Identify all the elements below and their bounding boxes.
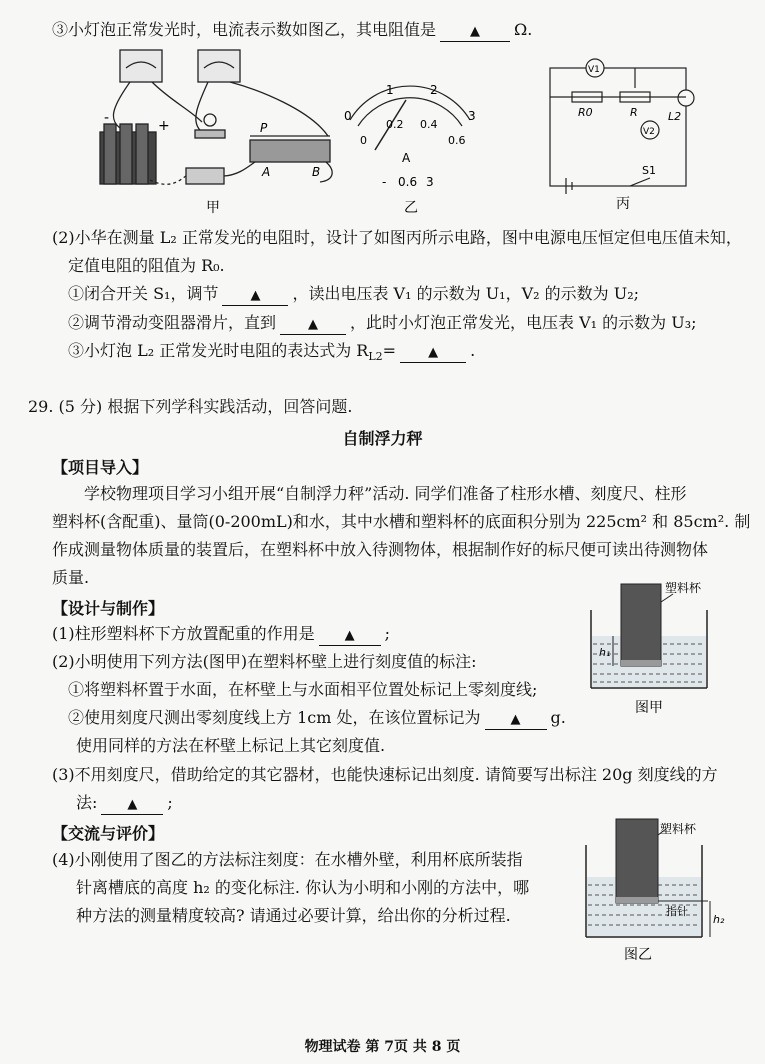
section-intro: 【项目导入】 bbox=[52, 458, 149, 477]
fig-bing-label: 丙 bbox=[616, 196, 630, 212]
dial-term-neg: - bbox=[382, 175, 387, 189]
q29-q2-step3: 使用同样的方法在杯壁上标记上其它刻度值. bbox=[76, 736, 386, 755]
part2-step1: ①闭合开关 S₁，调节 ▲ ，读出电压表 V₁ 的示数为 U₁，V₂ 的示数为 U₂; bbox=[68, 284, 639, 306]
dial-top-2: 2 bbox=[430, 83, 438, 97]
q29-q2-step2: ②使用刻度尺测出零刻度线上方 1cm 处，在该位置标记为 ▲ g. bbox=[68, 708, 566, 730]
fig-yi-cup-label: 塑料杯 bbox=[660, 822, 697, 836]
answer-blank[interactable]: ▲ bbox=[319, 625, 381, 646]
q29-q2-intro: (2)小明使用下列方法(图甲)在塑料杯壁上进行刻度值的标注: bbox=[52, 652, 477, 671]
dial-term-3: 3 bbox=[426, 175, 434, 189]
bing-R: R bbox=[630, 106, 638, 119]
q29-q1: (1)柱形塑料杯下方放置配重的作用是 ▲ ; bbox=[52, 624, 390, 646]
figure-bing bbox=[550, 59, 694, 194]
circuit-figures bbox=[90, 40, 710, 220]
answer-blank[interactable]: ▲ bbox=[222, 285, 288, 306]
figure-cup-yi bbox=[580, 815, 730, 965]
fig-yi-label: 乙 bbox=[404, 200, 418, 216]
bing-V1: V1 bbox=[588, 65, 600, 75]
rheostat-A: A bbox=[262, 165, 271, 179]
dial-top-3: 3 bbox=[468, 109, 476, 123]
bing-R0: R0 bbox=[578, 106, 593, 119]
q29-q4-2: 针离槽底的高度 h₂ 的变化标注. 你认为小明和小刚的方法中，哪 bbox=[76, 878, 530, 897]
q29-title: 自制浮力秤 bbox=[342, 429, 423, 448]
part2-step3: ③小灯泡 L₂ 正常发光时电阻的表达式为 $R_{L2}=$ ▲ . bbox=[68, 341, 476, 364]
para-1: 学校物理项目学习小组开展“自制浮力秤”活动. 同学们准备了柱形水槽、刻度尺、柱形 bbox=[84, 484, 687, 503]
section-design: 【设计与制作】 bbox=[52, 599, 165, 618]
fig-jia-label: 甲 bbox=[206, 200, 220, 216]
answer-blank[interactable]: ▲ bbox=[101, 794, 163, 815]
q29-header: 29. (5 分) 根据下列学科实践活动，回答问题. bbox=[28, 397, 353, 416]
page-footer: 物理试卷 第 7页 共 8 页 bbox=[304, 1039, 461, 1055]
q29-q3-b: 法: ▲ ; bbox=[76, 793, 173, 815]
rheostat-P: P bbox=[260, 121, 268, 135]
section-evaluation: 【交流与评价】 bbox=[52, 824, 165, 843]
rheostat-B: B bbox=[312, 165, 321, 179]
para-4: 质量. bbox=[52, 568, 90, 587]
dial-top-0: 0 bbox=[344, 109, 352, 123]
dial-bot-2: 0.4 bbox=[420, 118, 438, 131]
q29-q4-3: 种方法的测量精度较高? 请通过必要计算，给出你的分析过程. bbox=[76, 906, 511, 925]
fig-yi-pointer-label: 指针 bbox=[666, 905, 688, 918]
fig-yi-caption: 图乙 bbox=[624, 947, 652, 963]
para-3: 作成测量物体质量的装置后，在塑料杯中放入待测物体，根据制作好的标尺便可读出待测物体 bbox=[52, 540, 709, 559]
figure-jia bbox=[100, 50, 332, 184]
battery-plus: + bbox=[158, 118, 170, 134]
answer-blank[interactable]: ▲ bbox=[400, 342, 466, 363]
answer-blank[interactable]: ▲ bbox=[440, 21, 510, 42]
part2-intro-1: (2)小华在测量 L₂ 正常发光的电阻时，设计了如图丙所示电路，图中电源电压恒定但电压值未知， bbox=[52, 228, 742, 247]
bing-V2: V2 bbox=[643, 127, 655, 137]
fig-jia-h1: h₁ bbox=[599, 646, 611, 659]
fig-yi-h2: h₂ bbox=[713, 913, 725, 926]
para-2: 塑料杯(含配重)、量筒(0-200mL)和水，其中水槽和塑料杯的底面积分别为 225cm² 和 85cm². 制 bbox=[52, 512, 751, 531]
part2-intro-2: 定值电阻的阻值为 R₀. bbox=[68, 256, 225, 275]
dial-bot-0: 0 bbox=[360, 134, 367, 147]
q29-q4-1: (4)小刚使用了图乙的方法标注刻度：在水槽外壁，利用杯底所装指 bbox=[52, 850, 523, 869]
dial-top-1: 1 bbox=[386, 83, 394, 97]
part2-step2: ②调节滑动变阻器滑片，直到 ▲ ，此时小灯泡正常发光，电压表 V₁ 的示数为 U₃; bbox=[68, 313, 697, 335]
fig-jia-cup-label: 塑料杯 bbox=[665, 581, 702, 595]
dial-unit: A bbox=[402, 151, 411, 165]
q3-resistance-line: ③小灯泡正常发光时，电流表示数如图乙，其电阻值是 ▲ Ω. bbox=[52, 20, 532, 42]
dial-term-06: 0.6 bbox=[398, 175, 418, 189]
answer-blank[interactable]: ▲ bbox=[280, 314, 346, 335]
dial-bot-3: 0.6 bbox=[448, 134, 466, 147]
q29-q3-a: (3)不用刻度尺，借助给定的其它器材，也能快速标记出刻度. 请简要写出标注 20g 刻度线的方 bbox=[52, 765, 718, 784]
fig-jia-caption: 图甲 bbox=[635, 700, 663, 716]
bing-L2: L2 bbox=[668, 110, 682, 123]
bing-S1: S1 bbox=[642, 164, 656, 177]
dial-bot-1: 0.2 bbox=[386, 118, 404, 131]
figure-cup-jia bbox=[585, 580, 715, 720]
answer-blank[interactable]: ▲ bbox=[485, 709, 547, 730]
q29-q2-step1: ①将塑料杯置于水面，在杯壁上与水面相平位置处标记上零刻度线; bbox=[68, 680, 538, 699]
battery-minus: - bbox=[104, 110, 110, 126]
